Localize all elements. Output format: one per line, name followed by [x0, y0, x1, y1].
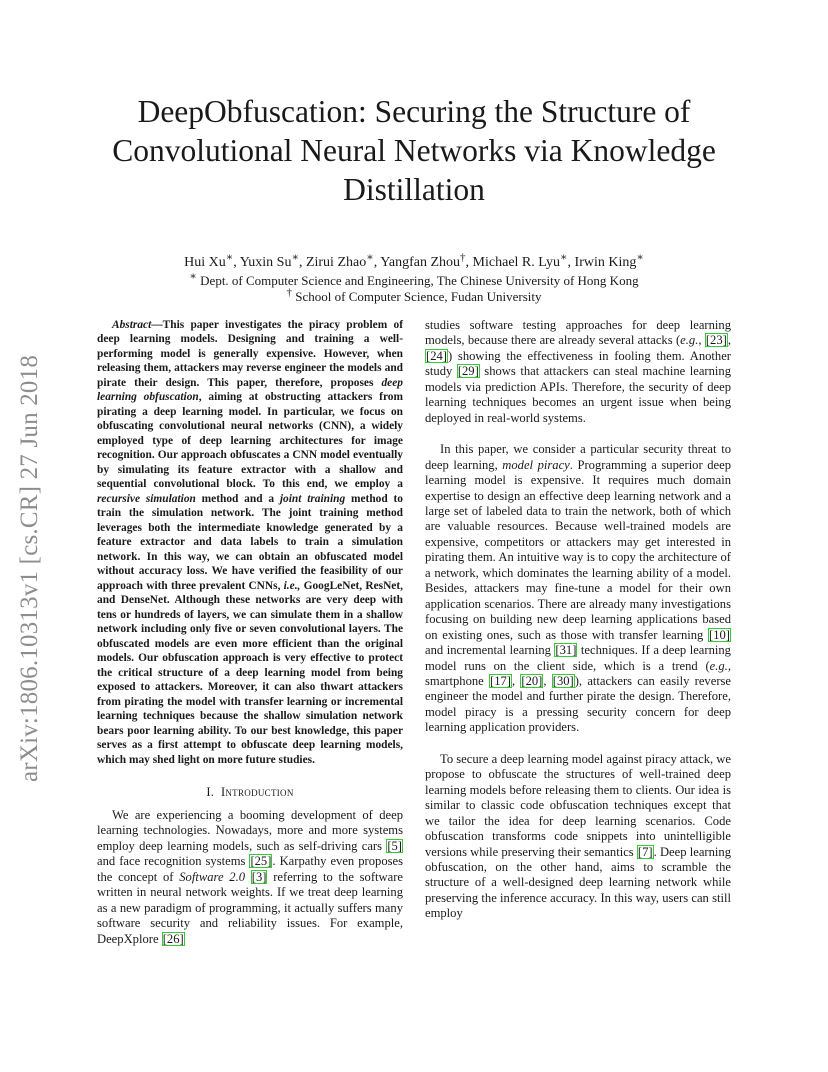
emphasis-text: e.g., — [680, 333, 702, 348]
abstract-text: , aiming at obstructing attackers from pirating a deep learning model. In particular, we focus on obfuscating convolutional neural networks (CNN), a widely employed type of deep learning architectures for image recognition. Our approach obfuscates a CNN model eventually by simulating its feature extractor with a shallow and sequential convolutional block. To this end, we employ a — [97, 391, 403, 491]
citation-link[interactable]: [5] — [387, 838, 402, 853]
body-text: ) showing the effectiveness in fooling them. Another study — [425, 348, 731, 379]
body-text: referring to the software written in neural network weights. If we treat deep learning as a new paradigm of programming, it actually suffers many software security and reliability issues. For example, DeepXplore — [97, 869, 404, 946]
body-text: We are experiencing a booming development of deep learning technologies. Nowadays, more and more systems employ deep learning models, such as self-driving cars — [97, 808, 403, 853]
section-title: Introduction — [220, 785, 294, 800]
author-list: Hui Xu∗, Yuxin Su∗, Zirui Zhao∗, Yangfan Zhou†, Michael R. Lyu∗, Irwin King∗ — [184, 251, 644, 270]
abstract-label: Abstract — [112, 319, 152, 331]
emphasis-text: e.g., — [709, 658, 731, 673]
affiliation-text: Dept. of Computer Science and Engineering, The Chinese University of Hong Kong — [200, 273, 639, 288]
abstract-text: method to train the simulation network. The joint training method leverages both the intermediate knowledge generated by a feature extractor and data labels to train a simulation network. In this way, we can obtain an obfuscated model without accuracy loss. We have verified the feasibility of our approach with three prevalent CNNs, — [97, 492, 403, 592]
body-paragraph — [425, 752, 731, 922]
arxiv-identifier — [12, 262, 52, 782]
affiliation-mark: ∗ — [366, 251, 374, 264]
citation-link[interactable]: [7] — [637, 844, 653, 859]
affiliation-text: School of Computer Science, Fudan University — [295, 289, 542, 304]
body-text: smartphone — [425, 673, 489, 688]
abstract-text: —This paper investigates the piracy problem of deep learning models. Designing and training a well-performing model is generally expensive. However, when releasing them, attackers may reverse engineer the models and pirate their design. This paper, therefore, proposes — [97, 319, 403, 389]
section-heading — [97, 785, 403, 800]
body-text — [245, 870, 251, 884]
abstract-text: GoogLeNet, ResNet, and DenseNet. Although these networks are very deep with tens or hundreds of layers, we can simulate them in a shallow network including only five or seven convolutional layers. The obfuscated models are even more efficient than the original models. Our obfuscation approach is very effective to protect the critical structure of a deep learning model from being exposed to attackers. Moreover, it can also thwart attackers from pirating the model with transfer learning or incremental learning techniques because the shallow simulation network bears poor learning ability. To our best knowledge, this paper serves as a first attempt to obfuscate deep learning models, which may shed light on more future studies. — [97, 579, 404, 766]
citation-link[interactable]: [10] — [709, 627, 730, 642]
body-paragraph — [425, 318, 731, 426]
body-text: To secure a deep learning model against piracy attack, we propose to obfuscate the structures of well-trained deep learning models before releasing them to clients. Our idea is similar to classic code obfuscation techniques except that we tailor the idea for deep learning scenarios. Code obfuscation transforms code snippets into unintelligible versions while preserving their semantics — [425, 751, 731, 859]
author-name: Zirui Zhao — [305, 255, 367, 270]
citation-link[interactable]: [24] — [426, 348, 447, 363]
citation-link[interactable]: [3] — [251, 869, 267, 884]
affiliation-one — [60, 270, 768, 289]
author-name: Hui Xu — [184, 255, 226, 270]
affiliation-mark: † — [460, 251, 466, 264]
citation-link[interactable]: [23] — [705, 333, 727, 348]
affiliation-mark: ∗ — [291, 251, 299, 264]
paper-title: DeepObfuscation: Securing the Structure of Convolutional Neural Networks via Knowledge Distillation — [112, 94, 716, 207]
author-name: Yuxin Su — [239, 255, 292, 270]
section-number: I. — [206, 785, 215, 800]
body-text: In this paper, we consider a particular security threat to deep learning, — [425, 442, 731, 472]
citation-link[interactable]: [17] — [490, 673, 511, 688]
affiliation-mark: † — [286, 286, 292, 299]
abstract — [97, 318, 403, 767]
author-name: Yangfan Zhou — [380, 255, 461, 270]
emphasis-text: model piracy — [502, 457, 570, 472]
body-text: shows that attackers can steal machine learning models via prediction APIs. Therefore, the security of deep learning techniques becomes an urgent issue when being deployed in real-world systems. — [425, 364, 731, 425]
intro-paragraph — [97, 808, 403, 947]
body-text: ), attackers can easily reverse engineer the model and further pirate the design. Therefore, model piracy is a pressing security concern for deep learning application providers. — [425, 673, 731, 735]
abstract-keyword: deep learning obfuscation — [97, 376, 403, 404]
affiliation-mark: ∗ — [560, 251, 568, 264]
affiliation-mark: ∗ — [225, 251, 234, 264]
body-text: . Deep learning obfuscation, on the other hand, aims to scramble the structure of a well-designed deep learning network while preserving the inference accuracy. In this way, users can still employ — [425, 844, 731, 921]
citation-link[interactable]: [29] — [457, 364, 479, 379]
author-name: Michael R. Lyu — [472, 255, 561, 270]
body-paragraph — [425, 442, 731, 736]
body-text: , — [511, 673, 521, 688]
body-text: studies software testing approaches for deep learning models, because there are already several attacks ( — [425, 318, 731, 348]
citation-link[interactable]: [20] — [521, 673, 543, 688]
citation-link[interactable]: [30] — [552, 673, 574, 688]
abstract-keyword: recursive simulation — [97, 492, 196, 505]
abstract-keyword: i.e., — [283, 579, 301, 592]
body-text: , — [727, 333, 731, 348]
citation-link[interactable]: [25] — [250, 854, 272, 869]
body-text: and face recognition systems — [97, 854, 250, 869]
affiliation-mark: ∗ — [636, 251, 644, 264]
abstract-text: method and a — [195, 492, 280, 505]
body-text: techniques. If a deep learning model runs on the client side, which is a trend ( — [425, 643, 731, 673]
left-column — [97, 318, 403, 947]
abstract-keyword: joint training — [279, 492, 346, 505]
citation-link[interactable]: [26] — [162, 931, 184, 946]
body-text: . Karpathy even proposes the concept of — [97, 854, 404, 884]
arxiv-identifier-text: arXiv:1806.10313v1 [cs.CR] 27 Jun 2018 — [16, 354, 43, 782]
author-name: Irwin King — [574, 255, 637, 270]
body-text: , — [543, 673, 552, 688]
citation-link[interactable]: [31] — [555, 643, 577, 658]
body-text: . Programming a superior deep learning model is expensive. It requires much domain expertise to design an effective deep learning network and a large set of labeled data to train the network, both of which are valuable resources. Because well-trained models are expensive, competitors or attackers may get interested in pirating them. An intuitive way is to copy the architecture of a network, which dominates the learning ability of a model. Besides, attackers may fine-tune a model for their own application scenarios. There are already many investigations focusing on building new deep learning applications based on existing ones, such as those with transfer learning — [425, 457, 731, 642]
body-text: and incremental learning — [425, 643, 555, 658]
affiliation-two — [60, 286, 768, 305]
affiliation-mark: ∗ — [189, 270, 197, 283]
right-column — [425, 318, 731, 922]
emphasis-text: Software 2.0 — [179, 869, 246, 884]
